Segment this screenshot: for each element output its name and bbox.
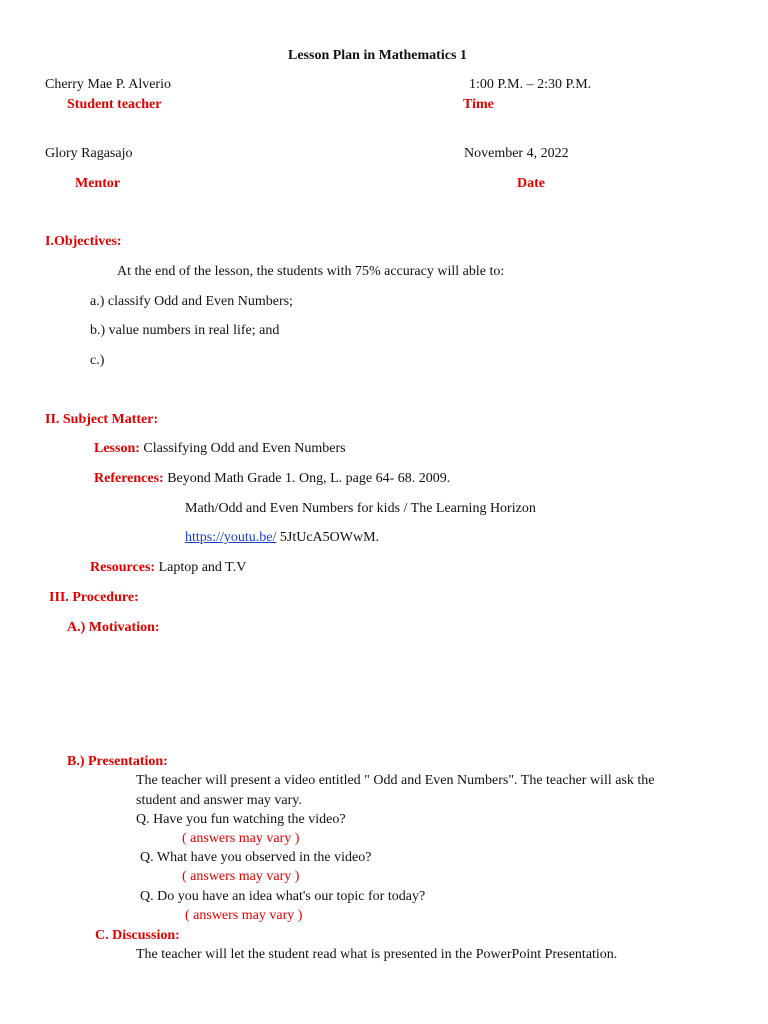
- presentation-line-2: student and answer may vary.: [136, 793, 302, 808]
- objective-item: a.) classify Odd and Even Numbers;: [90, 294, 293, 309]
- references-value: Beyond Math Grade 1. Ong, L. page 64- 68. 2009.: [167, 471, 451, 486]
- student-teacher-name: Cherry Mae P. Alverio: [45, 77, 171, 92]
- youtube-link-suffix: 5JtUcA5OWwM.: [276, 530, 380, 545]
- references-line: [94, 470, 450, 488]
- objective-item: c.): [90, 353, 105, 368]
- resources-line: [90, 559, 246, 577]
- youtube-link[interactable]: https://youtu.be/: [185, 530, 277, 545]
- discussion-heading: C. Discussion:: [95, 928, 180, 943]
- presentation-heading: B.) Presentation:: [67, 754, 168, 769]
- time-value: 1:00 P.M. – 2:30 P.M.: [469, 77, 592, 92]
- answer-1: ( answers may vary ): [182, 831, 300, 846]
- objectives-intro: At the end of the lesson, the students with 75% accuracy will able to:: [117, 264, 505, 279]
- motivation-heading: A.) Motivation:: [67, 620, 160, 635]
- discussion-line: The teacher will let the student read what is presented in the PowerPoint Presentation.: [136, 947, 618, 962]
- answer-3: ( answers may vary ): [185, 908, 303, 923]
- lesson-value: Classifying Odd and Even Numbers: [143, 441, 346, 456]
- reference-link-line: [185, 529, 379, 547]
- mentor-name: Glory Ragasajo: [45, 146, 133, 161]
- answer-2: ( answers may vary ): [182, 869, 300, 884]
- procedure-heading: III. Procedure:: [49, 590, 139, 605]
- resources-value: Laptop and T.V: [158, 560, 247, 575]
- presentation-line-1: The teacher will present a video entitled " Odd and Even Numbers". The teacher will ask the: [136, 773, 655, 788]
- student-teacher-label: Student teacher: [67, 97, 162, 112]
- objectives-heading: I.Objectives:: [45, 234, 122, 249]
- subject-matter-heading: II. Subject Matter:: [45, 412, 159, 427]
- question-3: Q. Do you have an idea what's our topic for today?: [140, 889, 426, 904]
- lesson-line: [94, 440, 346, 458]
- resources-label: Resources:: [90, 560, 156, 575]
- objective-item: b.) value numbers in real life; and: [90, 323, 280, 338]
- time-label: Time: [463, 97, 494, 112]
- lesson-label: Lesson:: [94, 441, 140, 456]
- question-2: Q. What have you observed in the video?: [140, 850, 372, 865]
- page-title: Lesson Plan in Mathematics 1: [288, 48, 467, 63]
- mentor-label: Mentor: [75, 176, 121, 191]
- references-label: References:: [94, 471, 164, 486]
- question-1: Q. Have you fun watching the video?: [136, 812, 346, 827]
- references-line-2: Math/Odd and Even Numbers for kids / The Learning Horizon: [185, 501, 536, 516]
- date-value: November 4, 2022: [464, 146, 569, 161]
- date-label: Date: [517, 176, 545, 191]
